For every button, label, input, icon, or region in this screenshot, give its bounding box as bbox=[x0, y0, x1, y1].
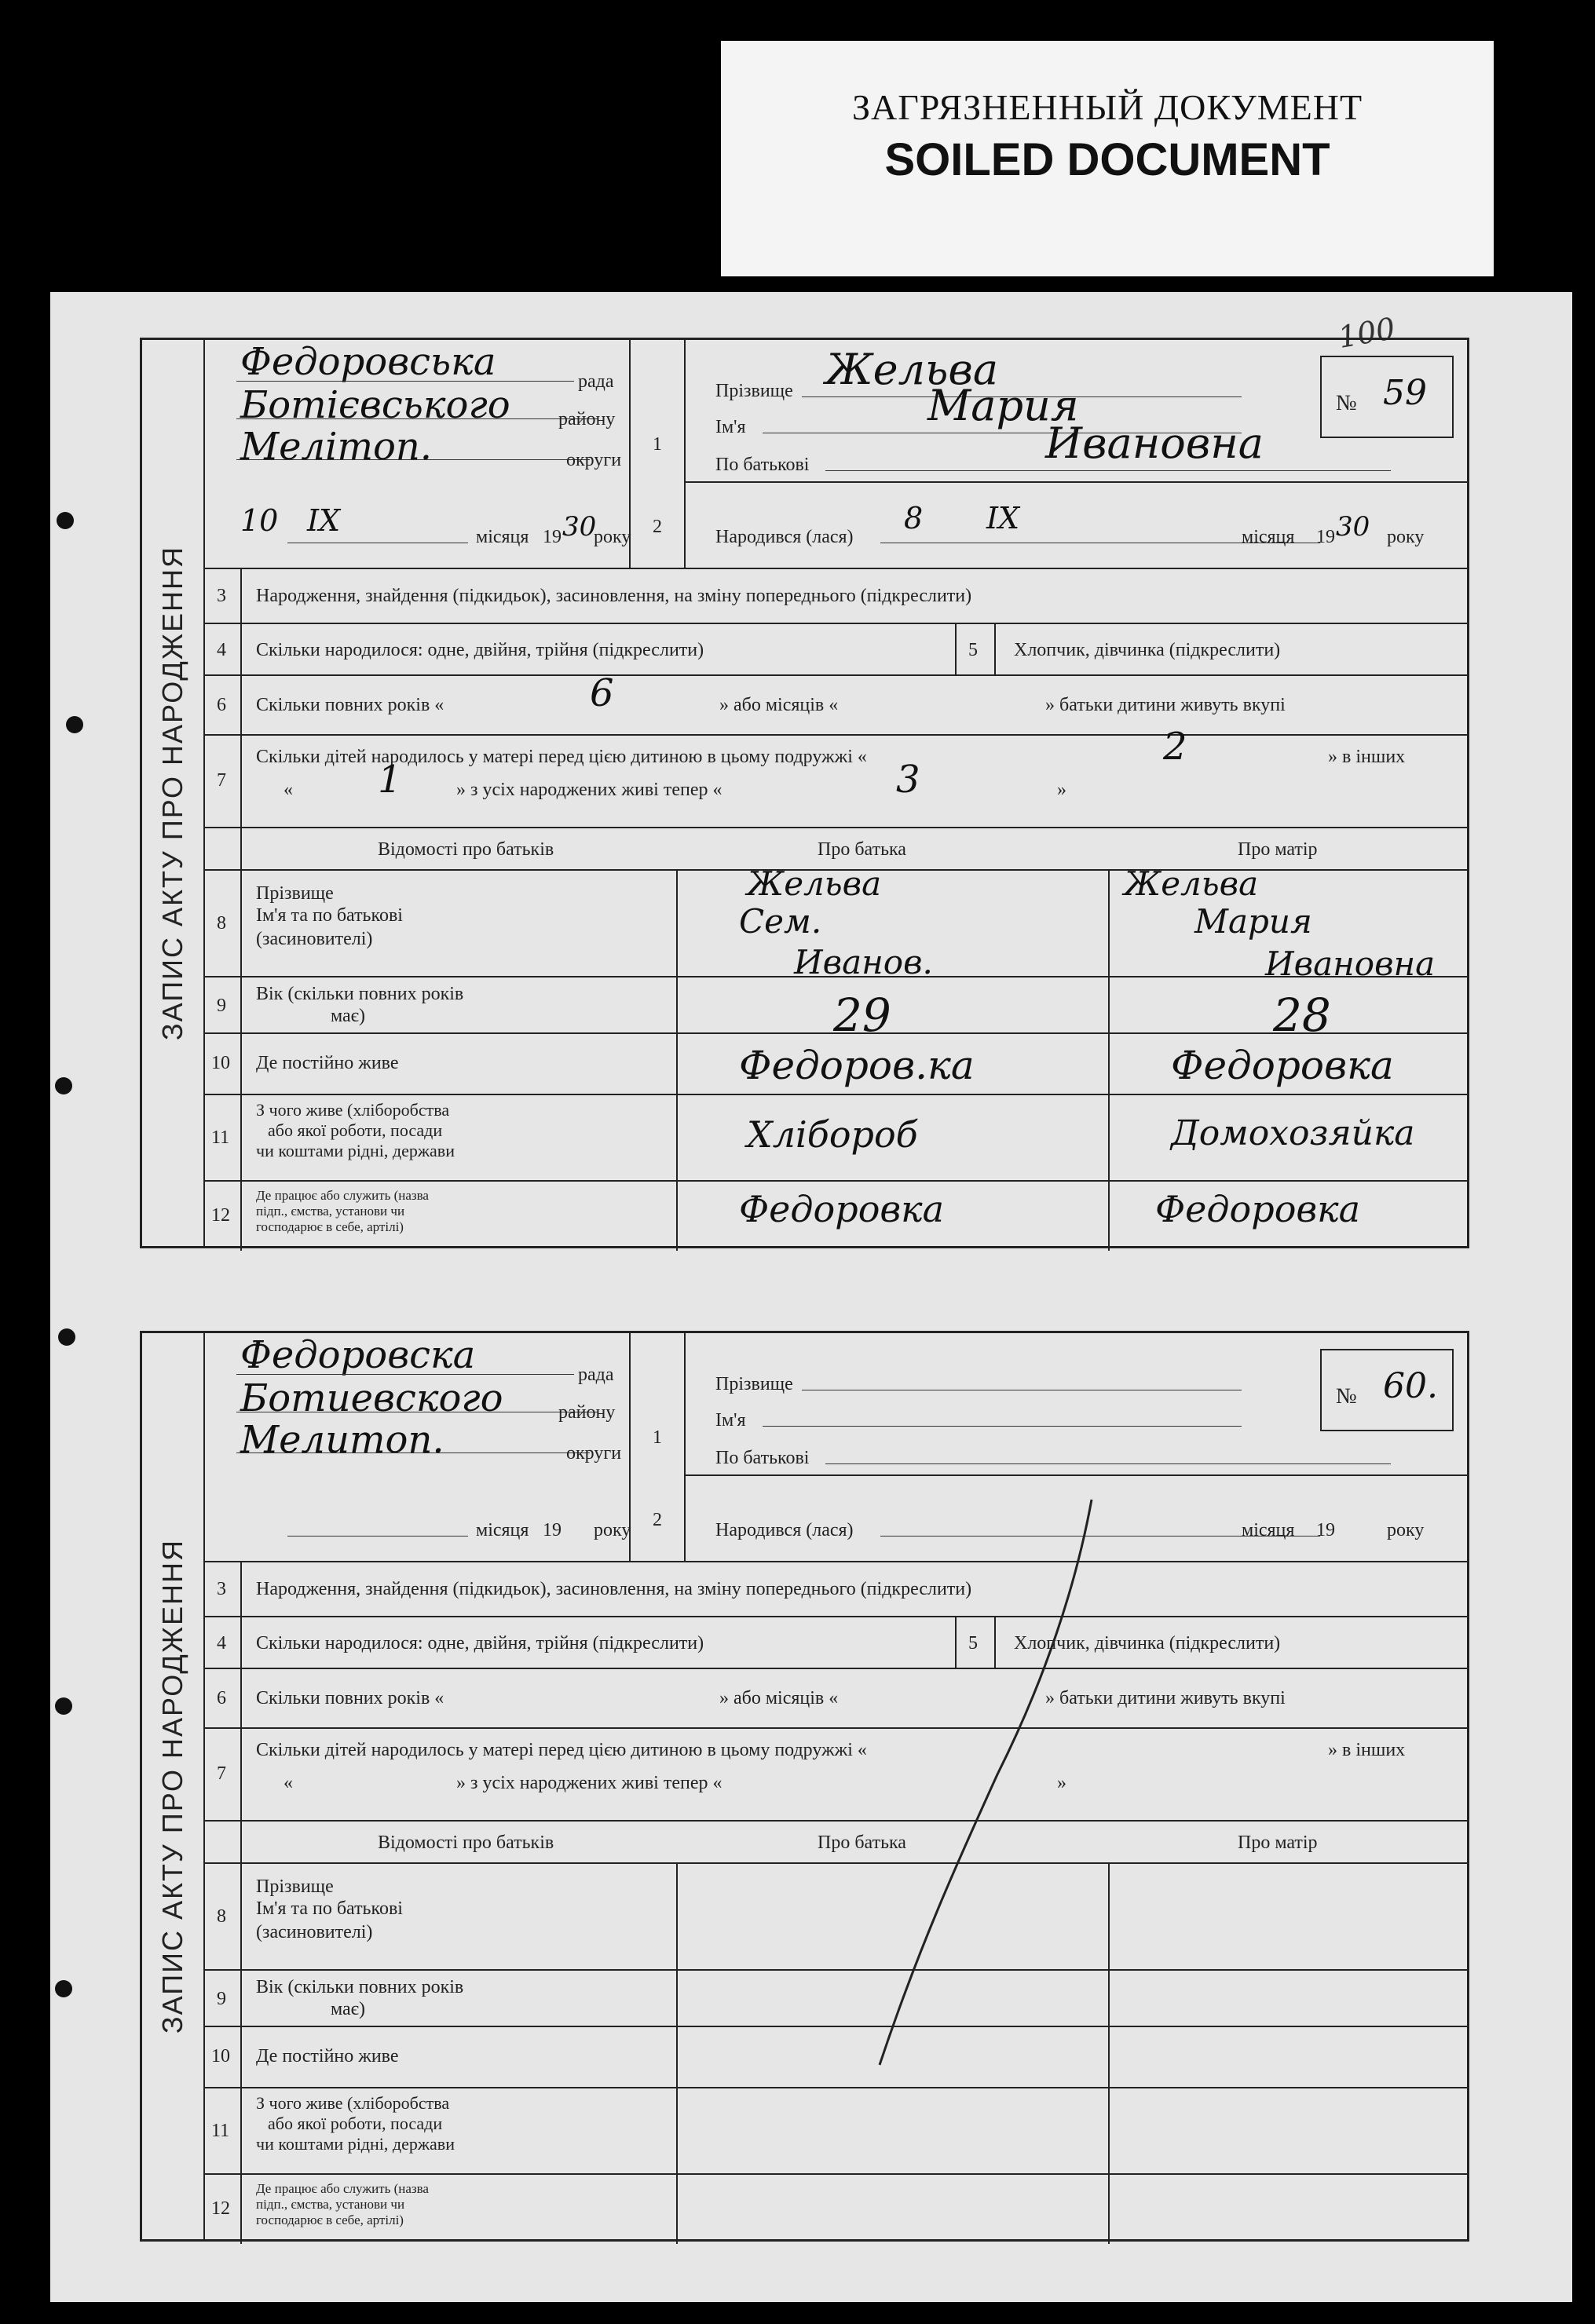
fill-in-line bbox=[236, 381, 574, 382]
table-rule bbox=[205, 1727, 1469, 1729]
row-number: 12 bbox=[211, 1205, 230, 1226]
reg-date-year-prefix: 19 bbox=[543, 527, 562, 547]
fill-in-line bbox=[236, 1374, 574, 1375]
row10-label: Де постійно живе bbox=[256, 2046, 399, 2066]
table-rule bbox=[205, 568, 1469, 569]
table-rule bbox=[676, 1862, 678, 2244]
table-rule bbox=[684, 1474, 686, 1561]
name-label: Ім'я bbox=[715, 1410, 746, 1431]
row5-text: Хлопчик, дівчинка (підкреслити) bbox=[1014, 1633, 1281, 1653]
row12-label-3: господарює в себе, артілі) bbox=[256, 1219, 404, 1234]
parents-header: Відомості про батьків bbox=[378, 839, 554, 860]
born-date-year-prefix: 19 bbox=[1316, 527, 1335, 547]
reg-date-day[interactable]: 10 bbox=[240, 503, 279, 538]
reg-date-year-prefix: 19 bbox=[543, 1520, 562, 1540]
row-number: 7 bbox=[217, 1763, 226, 1784]
birth-record-form bbox=[140, 1331, 1469, 2242]
row8-label-3: (засиновителі) bbox=[256, 1922, 373, 1942]
side-title: ЗАПИС АКТУ ПРО НАРОДЖЕННЯ bbox=[156, 1538, 188, 2034]
row-number: 5 bbox=[968, 640, 978, 660]
row-number: 2 bbox=[653, 517, 662, 537]
rayon-label: району bbox=[558, 409, 616, 429]
row12-label-1: Де працює або служить (назва bbox=[256, 1188, 429, 1203]
row12-label-1: Де працює або служить (назва bbox=[256, 2181, 429, 2196]
born-date-year[interactable]: 30 bbox=[1336, 511, 1370, 543]
mother-age[interactable]: 28 bbox=[1273, 988, 1331, 1042]
table-rule bbox=[240, 568, 242, 1251]
row6-text-b: » або місяців « bbox=[719, 1688, 839, 1708]
row-number: 4 bbox=[217, 640, 226, 660]
punch-hole bbox=[55, 1697, 72, 1715]
table-rule bbox=[994, 623, 996, 674]
row5-text: Хлопчик, дівчинка (підкреслити) bbox=[1014, 640, 1281, 660]
row-number: 9 bbox=[217, 1989, 226, 2009]
row8-label-2: Ім'я та по батькові bbox=[256, 1898, 403, 1919]
row-number: 12 bbox=[211, 2198, 230, 2219]
table-rule bbox=[205, 1969, 1469, 1971]
row3-text: Народження, знайдення (підкидьок), засиновлення, на зміну попереднього (підкреслити) bbox=[256, 586, 972, 606]
mother-header: Про матір bbox=[1238, 839, 1318, 860]
rayon-value[interactable]: Ботієвського bbox=[240, 383, 510, 427]
row-number: 5 bbox=[968, 1633, 978, 1653]
row4-text: Скільки народилося: одне, двійня, трійня (підкреслити) bbox=[256, 1633, 704, 1653]
father-surname[interactable]: Жельва bbox=[747, 864, 882, 903]
row11-label-3: чи коштами рідні, держави bbox=[256, 1141, 455, 1160]
surname-value[interactable]: Жельва bbox=[825, 345, 999, 394]
side-title: ЗАПИС АКТУ ПРО НАРОДЖЕННЯ bbox=[156, 545, 188, 1041]
punch-hole bbox=[66, 716, 83, 733]
row-number: 7 bbox=[217, 770, 226, 791]
table-rule bbox=[205, 1616, 1469, 1617]
birth-record-form bbox=[140, 338, 1469, 1248]
table-rule bbox=[205, 1820, 1469, 1822]
rada-label: рада bbox=[578, 1365, 614, 1385]
cancel-pen-stroke bbox=[864, 1492, 1115, 2073]
record-number-value[interactable]: 60. bbox=[1383, 1366, 1438, 1406]
table-rule bbox=[684, 481, 686, 568]
row12-label-2: підп., ємства, установи чи bbox=[256, 1204, 405, 1219]
row8-label-1: Прізвище bbox=[256, 883, 334, 904]
born-date-year-label: року bbox=[1387, 527, 1425, 547]
row7-alive-now[interactable]: 3 bbox=[896, 758, 920, 802]
mother-header: Про матір bbox=[1238, 1833, 1318, 1853]
table-rule bbox=[205, 1561, 1469, 1562]
punch-hole bbox=[57, 512, 74, 529]
row6-text-b: » або місяців « bbox=[719, 695, 839, 715]
row-number: 2 bbox=[653, 1510, 662, 1530]
soiled-document-label bbox=[721, 41, 1494, 276]
fill-in-line bbox=[825, 1463, 1391, 1464]
row6-years[interactable]: 6 bbox=[590, 671, 614, 715]
father-given-name[interactable]: Сем. bbox=[739, 902, 822, 941]
row-number: 4 bbox=[217, 1633, 226, 1653]
table-rule bbox=[1108, 869, 1110, 1251]
table-rule bbox=[205, 734, 1469, 736]
mother-residence[interactable]: Федоровка bbox=[1171, 1043, 1394, 1088]
table-rule bbox=[240, 1561, 242, 2244]
reg-date-year-label: року bbox=[594, 1520, 631, 1540]
name-label: Ім'я bbox=[715, 417, 746, 437]
row-number: 3 bbox=[217, 586, 226, 606]
table-rule bbox=[955, 623, 957, 674]
father-header: Про батька bbox=[818, 1833, 906, 1853]
row7-text-d: » з усіх народжених живі тепер « bbox=[456, 1773, 723, 1793]
father-occupation[interactable]: Хлібороб bbox=[747, 1113, 918, 1156]
row7-text-e: » bbox=[1057, 1773, 1066, 1793]
rada-label: рада bbox=[578, 371, 614, 392]
row8-label-3: (засиновителі) bbox=[256, 929, 373, 949]
record-number-label: № bbox=[1336, 1384, 1357, 1409]
row9-label-1: Вік (скільки повних років bbox=[256, 984, 464, 1004]
table-rule bbox=[205, 827, 1469, 828]
archive-corner-mark: 100 bbox=[1335, 311, 1398, 355]
table-rule bbox=[205, 2087, 1469, 2088]
row7-text-c: « bbox=[284, 780, 293, 800]
row11-label-3: чи коштами рідні, держави bbox=[256, 2134, 455, 2154]
okrug-label: округи bbox=[566, 450, 622, 470]
mother-surname[interactable]: Жельва bbox=[1124, 864, 1259, 903]
row6-text-a: Скільки повних років « bbox=[256, 1688, 444, 1708]
surname-label: Прізвище bbox=[715, 381, 793, 401]
row-number: 11 bbox=[211, 2121, 230, 2141]
name-value[interactable]: Мария bbox=[927, 381, 1079, 430]
row6-text-c: » батьки дитини живуть вкупі bbox=[1045, 1688, 1286, 1708]
fill-in-line bbox=[763, 1426, 1242, 1427]
table-rule bbox=[205, 1668, 1469, 1669]
row12-label-3: господарює в себе, артілі) bbox=[256, 2213, 404, 2227]
born-date-month-label: місяця bbox=[1242, 1520, 1295, 1540]
row9-label-2: має) bbox=[331, 1999, 365, 2019]
father-workplace[interactable]: Федоровка bbox=[739, 1188, 945, 1230]
row11-label-2: або якої роботи, посади bbox=[268, 1120, 443, 1140]
mother-workplace[interactable]: Федоровка bbox=[1155, 1188, 1361, 1230]
father-patronymic[interactable]: Иванов. bbox=[794, 943, 933, 981]
born-date-month[interactable]: IX bbox=[986, 501, 1020, 535]
fill-in-line bbox=[236, 459, 590, 460]
table-rule bbox=[205, 1180, 1469, 1182]
row8-label-2: Ім'я та по батькові bbox=[256, 905, 403, 926]
table-rule bbox=[205, 623, 1469, 624]
punch-hole bbox=[55, 1980, 72, 1997]
row7-text-d: » з усіх народжених живі тепер « bbox=[456, 780, 723, 800]
parents-header: Відомості про батьків bbox=[378, 1833, 554, 1853]
row-number: 3 bbox=[217, 1579, 226, 1599]
record-number-value[interactable]: 59 bbox=[1383, 373, 1427, 413]
side-title-strip bbox=[142, 1333, 205, 2239]
rayon-value[interactable]: Ботиевского bbox=[240, 1376, 503, 1420]
reg-date-month-label: місяця bbox=[476, 1520, 529, 1540]
rada-value[interactable]: Федоровська bbox=[240, 340, 496, 384]
row6-text-a: Скільки повних років « bbox=[256, 695, 444, 715]
row4-text: Скільки народилося: одне, двійня, трійня (підкреслити) bbox=[256, 640, 704, 660]
table-rule bbox=[205, 2173, 1469, 2175]
table-rule bbox=[676, 869, 678, 1251]
row7-this-marriage[interactable]: 2 bbox=[1163, 725, 1187, 769]
mother-given-name[interactable]: Мария bbox=[1194, 902, 1312, 941]
row-number: 10 bbox=[211, 2046, 230, 2066]
row-number: 10 bbox=[211, 1053, 230, 1073]
born-label: Народився (лася) bbox=[715, 1520, 854, 1540]
table-rule bbox=[205, 1862, 1469, 1864]
mother-occupation[interactable]: Домохозяйка bbox=[1171, 1113, 1415, 1153]
table-rule bbox=[684, 481, 1469, 483]
row7-text-a: Скільки дітей народилось у матері перед цією дитиною в цьому подружжі « bbox=[256, 1740, 867, 1760]
born-label: Народився (лася) bbox=[715, 527, 854, 547]
row-number: 6 bbox=[217, 695, 226, 715]
row7-other-marriages[interactable]: 1 bbox=[378, 758, 402, 802]
patronymic-value[interactable]: Ивановна bbox=[1045, 418, 1264, 468]
row11-label-1: З чого живе (хліборобства bbox=[256, 2093, 450, 2113]
row8-label-1: Прізвище bbox=[256, 1876, 334, 1897]
row-number: 1 bbox=[653, 1427, 662, 1448]
okrug-label: округи bbox=[566, 1443, 622, 1463]
born-date-day[interactable]: 8 bbox=[904, 501, 924, 535]
patronymic-label: По батькові bbox=[715, 1448, 810, 1468]
patronymic-label: По батькові bbox=[715, 455, 810, 475]
reg-date-year-label: року bbox=[594, 527, 631, 547]
table-rule bbox=[684, 1474, 1469, 1476]
label-russian: ЗАГРЯЗНЕННЫЙ ДОКУМЕНТ bbox=[851, 87, 1363, 127]
surname-label: Прізвище bbox=[715, 1374, 793, 1394]
record-number-label: № bbox=[1336, 391, 1357, 415]
row-number: 9 bbox=[217, 996, 226, 1016]
row7-text-a: Скільки дітей народилось у матері перед цією дитиною в цьому подружжі « bbox=[256, 747, 867, 767]
row-number: 8 bbox=[217, 913, 226, 934]
row6-text-c: » батьки дитини живуть вкупі bbox=[1045, 695, 1286, 715]
table-rule bbox=[205, 674, 1469, 676]
row-number: 1 bbox=[653, 434, 662, 455]
punch-hole bbox=[55, 1077, 72, 1094]
label-english: SOILED DOCUMENT bbox=[884, 134, 1330, 185]
row9-label-1: Вік (скільки повних років bbox=[256, 1977, 464, 1997]
okrug-value[interactable]: Мелітоп. bbox=[240, 425, 433, 469]
rayon-label: району bbox=[558, 1402, 616, 1423]
reg-date-year[interactable]: 30 bbox=[562, 511, 597, 543]
fill-in-line bbox=[825, 470, 1391, 471]
born-date-year-prefix: 19 bbox=[1316, 1520, 1335, 1540]
born-date-year-label: року bbox=[1387, 1520, 1425, 1540]
row-number: 8 bbox=[217, 1906, 226, 1927]
row7-text-c: « bbox=[284, 1773, 293, 1793]
side-title-strip bbox=[142, 340, 205, 1246]
row11-label-2: або якої роботи, посади bbox=[268, 2114, 443, 2133]
row-number: 6 bbox=[217, 1688, 226, 1708]
row9-label-2: має) bbox=[331, 1006, 365, 1026]
table-rule bbox=[205, 1094, 1469, 1095]
mother-patronymic[interactable]: Ивановна bbox=[1265, 945, 1436, 983]
row10-label: Де постійно живе bbox=[256, 1053, 399, 1073]
row3-text: Народження, знайдення (підкидьок), засиновлення, на зміну попереднього (підкреслити) bbox=[256, 1579, 972, 1599]
reg-date-month[interactable]: IX bbox=[307, 503, 341, 538]
father-header: Про батька bbox=[818, 839, 906, 860]
row-number: 11 bbox=[211, 1127, 230, 1148]
fill-in-line bbox=[287, 1536, 468, 1537]
okrug-value[interactable]: Мелитоп. bbox=[240, 1418, 444, 1462]
row11-label-1: З чого живе (хліборобства bbox=[256, 1100, 450, 1120]
row12-label-2: підп., ємства, установи чи bbox=[256, 2197, 405, 2212]
father-residence[interactable]: Федоров.ка bbox=[739, 1043, 975, 1088]
punch-hole bbox=[58, 1328, 75, 1346]
father-age[interactable]: 29 bbox=[833, 988, 891, 1042]
rada-value[interactable]: Федоровска bbox=[240, 1333, 476, 1377]
table-rule bbox=[205, 2026, 1469, 2027]
born-date-month-label: місяця bbox=[1242, 527, 1295, 547]
row7-text-b: » в інших bbox=[1328, 1740, 1406, 1760]
row7-text-b: » в інших bbox=[1328, 747, 1406, 767]
reg-date-month-label: місяця bbox=[476, 527, 529, 547]
fill-in-line bbox=[236, 1452, 590, 1453]
fill-in-line bbox=[236, 418, 598, 419]
row7-text-e: » bbox=[1057, 780, 1066, 800]
